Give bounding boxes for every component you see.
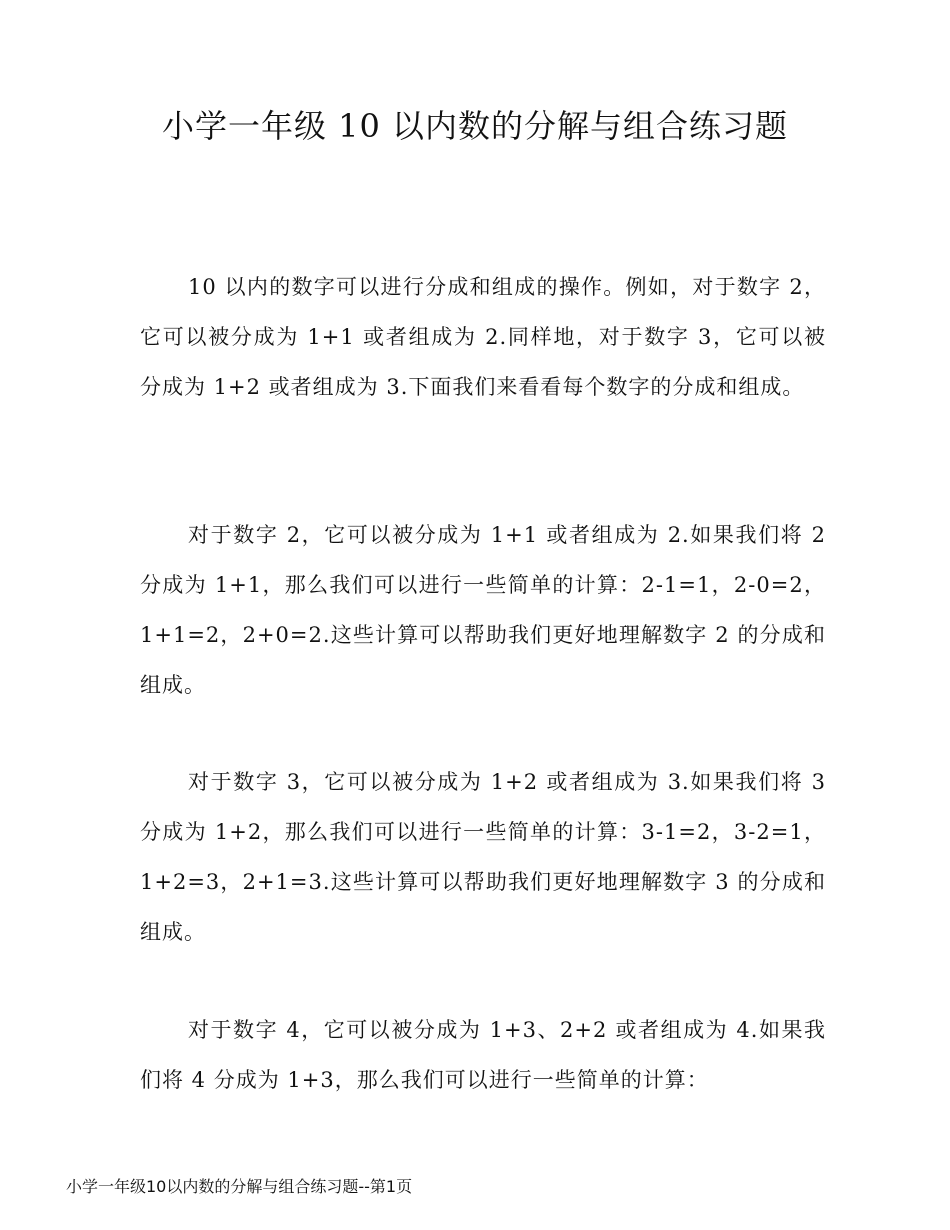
paragraph-intro: 10 以内的数字可以进行分成和组成的操作。例如，对于数字 2，它可以被分成为 1+1 或者组成为 2.同样地，对于数字 3，它可以被分成为 1+2 或者组成为 3.下面我们来看看每个数字的分成和组成。 (140, 275, 826, 399)
paragraph-number-3: 对于数字 3，它可以被分成为 1+2 或者组成为 3.如果我们将 3 分成为 1+2，那么我们可以进行一些简单的计算：3-1=2，3-2=1，1+2=3，2+1=3.这些计算可以帮助我们更好地理解数字 3 的分成和组成。 (140, 770, 826, 944)
page-footer: 小学一年级10以内数的分解与组合练习题--第1页 (66, 1177, 413, 1196)
paragraph-number-2: 对于数字 2，它可以被分成为 1+1 或者组成为 2.如果我们将 2 分成为 1+1，那么我们可以进行一些简单的计算：2-1=1，2-0=2，1+1=2，2+0=2.这些计算可以帮助我们更好地理解数字 2 的分成和组成。 (140, 523, 826, 697)
document-title: 小学一年级 10 以内数的分解与组合练习题 (161, 107, 789, 145)
paragraph-number-4: 对于数字 4，它可以被分成为 1+3、2+2 或者组成为 4.如果我们将 4 分成为 1+3，那么我们可以进行一些简单的计算： (140, 1018, 826, 1092)
